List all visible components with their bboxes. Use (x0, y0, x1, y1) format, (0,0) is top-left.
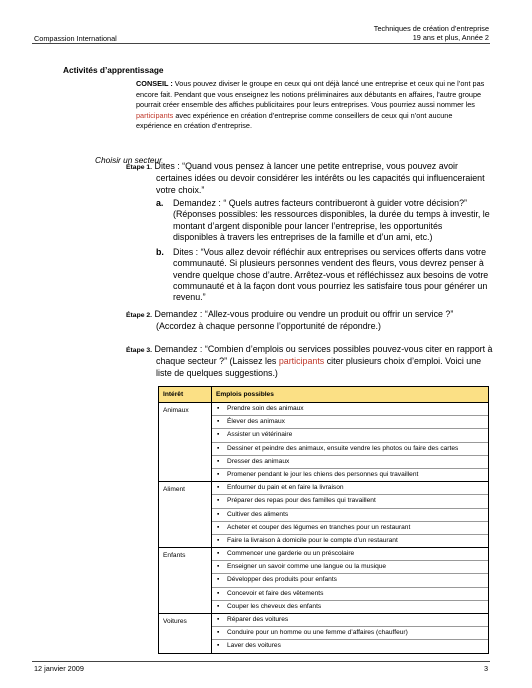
jobs-list (212, 614, 488, 653)
job-text: Dessiner et peindre des animaux, ensuite vendre les photos ou faire des cartes (227, 444, 459, 452)
step-1-line3: votre choix.” (156, 184, 205, 195)
tip-label: CONSEIL : (136, 79, 173, 88)
footer-date: 12 janvier 2009 (34, 664, 84, 673)
table-cell-jobs (212, 548, 489, 614)
table-row (159, 614, 489, 654)
list-item (212, 482, 488, 495)
bullet-icon: ▪ (217, 444, 220, 452)
job-text: Préparer des repas pour des familles qui travaillent (227, 497, 376, 505)
list-item (212, 509, 488, 522)
list-item (212, 574, 488, 587)
step-3 (126, 344, 498, 379)
step-2-line2: (Accordez à chaque personne l’opportunité de répondre.) (156, 321, 381, 332)
bullet-icon: ▪ (217, 629, 220, 637)
list-item (212, 535, 488, 547)
header-org: Compassion International (34, 34, 117, 43)
table-cell-interest: Aliment (159, 482, 212, 548)
list-item (212, 469, 488, 481)
tip-box (136, 79, 488, 132)
table-body (159, 403, 489, 654)
step-1a (156, 198, 501, 243)
table-row (159, 482, 489, 548)
job-text: Enfourner du pain et en faire la livraison (227, 484, 344, 492)
job-text: Élever des animaux (227, 418, 285, 426)
step-1-line2: certaines idées ou devoir considérer les intérêts ou les capacités qui influenceraient (156, 173, 485, 184)
job-text: Prendre soin des animaux (227, 405, 304, 412)
step-2 (126, 309, 496, 333)
footer-page-number: 3 (483, 664, 488, 673)
bullet-icon: ▪ (217, 405, 220, 412)
job-text: Conduire pour un homme ou une femme d’affaires (chauffeur) (227, 629, 408, 637)
job-text: Laver des voitures (227, 642, 281, 650)
step-3-label: Étape 3. (126, 347, 153, 354)
step-1a-line1: Demandez : “ Quels autres facteurs contribueront à guider votre décision?” (173, 198, 468, 208)
table-header-row (159, 387, 489, 403)
step-2-line1: Demandez : “Allez-vous produire ou vendre un produit ou offrir un service ?” (154, 309, 454, 319)
step-3-line3: liste de quelques suggestions.) (156, 367, 278, 378)
jobs-list (212, 403, 488, 481)
table-cell-jobs (212, 403, 489, 482)
step-1-label: Étape 1. (126, 164, 153, 171)
job-text: Acheter et couper des légumes en tranches pour un restaurant (227, 523, 411, 531)
bullet-icon: ▪ (217, 642, 220, 650)
step-1a-line2: (Réponses possibles: les ressources disponibles, la durée du temps à investir, le (173, 209, 490, 220)
jobs-list (212, 482, 488, 547)
step-3-line2-before: chaque secteur ?” (Laissez les (156, 356, 277, 367)
job-text: Concevoir et faire des vêtements (227, 589, 324, 597)
list-item (212, 601, 488, 613)
jobs-table (158, 386, 489, 654)
list-item (212, 561, 488, 574)
jobs-list (212, 548, 488, 613)
step-3-line2-after: citer plusieurs choix d’emploi. Voici une (326, 356, 482, 367)
step-3-highlight: participants (278, 356, 325, 367)
step-2-label: Étape 2. (126, 312, 153, 319)
list-item (212, 456, 488, 469)
job-text: Dresser des animaux (227, 457, 290, 465)
step-1b-line4: communauté et à la façon dont vous pourriez les satisfaire tous pour générer un (173, 280, 488, 291)
bullet-icon: ▪ (217, 431, 220, 439)
job-text: Assister un vétérinaire (227, 431, 293, 439)
table-row (159, 548, 489, 614)
bullet-icon: ▪ (217, 510, 220, 518)
job-text: Couper les cheveux des enfants (227, 602, 322, 610)
footer-rule (32, 661, 490, 662)
header-title-line2: 19 ans et plus, Année 2 (412, 33, 489, 42)
list-item (212, 614, 488, 627)
subtitle: Choisir un secteur (95, 155, 162, 165)
bullet-icon: ▪ (217, 523, 220, 531)
job-text: Commencer une garderie ou un préscolaire (227, 550, 355, 558)
step-1-line1: Dites : “Quand vous pensez à lancer une petite entreprise, vous pouvez avoir (154, 161, 458, 171)
document-header-title (374, 24, 489, 42)
step-1a-line3: montant d’argent disponible pour lancer l’entreprise, les opportunités (173, 220, 443, 231)
bullet-icon: ▪ (217, 602, 220, 610)
table-cell-jobs (212, 482, 489, 548)
job-text: Cultiver des aliments (227, 510, 289, 518)
list-item (212, 416, 488, 429)
list-item (212, 522, 488, 535)
job-text: Réparer des voitures (227, 616, 289, 623)
section-title: Activités d’apprentissage (63, 65, 164, 75)
bullet-icon: ▪ (217, 457, 220, 465)
list-item (212, 495, 488, 508)
step-1a-letter: a. (156, 198, 164, 208)
bullet-icon: ▪ (217, 550, 220, 558)
tip-text-before: Vous pouvez diviser le groupe en ceux qui ont déjà lancé une entreprise et ceux qui ne l’ont pas encore fait. Pendant que vous enseignez les notions préliminaires aux débutants en affaires, l’autre groupe pourrait créer ensemble des affiches publicitaires pour leurs entreprises. Vous pourriez aussi nommer les (136, 79, 485, 110)
step-1b-letter: b. (156, 247, 164, 257)
list-item (212, 403, 488, 416)
table-row (159, 403, 489, 482)
step-1b (156, 247, 501, 303)
job-text: Enseigner un savoir comme une langue ou la musique (227, 563, 387, 571)
list-item (212, 429, 488, 442)
table-cell-interest: Animaux (159, 403, 212, 482)
list-item (212, 627, 488, 640)
job-text: Faire la livraison à domicile pour le compte d’un restaurant (227, 536, 398, 544)
table-header-jobs: Emplois possibles (212, 387, 489, 403)
job-text: Développer des produits pour enfants (227, 576, 337, 584)
header-rule (32, 43, 490, 44)
step-1b-line2: communauté. Si plusieurs personnes vendent des fleurs, vous devrez penser à (173, 258, 484, 269)
job-text: Promener pendant le jour les chiens des personnes qui travaillent (227, 470, 419, 478)
list-item (212, 588, 488, 601)
step-1b-line5: revenu.” (173, 292, 206, 303)
bullet-icon: ▪ (217, 470, 220, 478)
step-1b-line1: Dites : “Vous allez devoir réfléchir aux entreprises ou services offerts dans votre (173, 247, 487, 257)
list-item (212, 548, 488, 561)
tip-text-after: avec expérience en création d’entreprise comme conseillers de ceux qui n’ont aucune expérience en création d’entreprise. (136, 110, 453, 131)
header-title-line1: Techniques de création d’entreprise (373, 24, 489, 33)
bullet-icon: ▪ (217, 616, 220, 623)
bullet-icon: ▪ (217, 497, 220, 505)
table-header-interest: Intérêt (159, 387, 212, 403)
step-1b-line3: vendre quelque chose d’autre. Arrêtez-vous et réfléchissez aux besoins de votre (173, 269, 489, 280)
table-cell-jobs (212, 614, 489, 654)
bullet-icon: ▪ (217, 484, 220, 492)
bullet-icon: ▪ (217, 576, 220, 584)
table-cell-interest: Enfants (159, 548, 212, 614)
bullet-icon: ▪ (217, 536, 220, 544)
bullet-icon: ▪ (217, 563, 220, 571)
table-cell-interest: Voitures (159, 614, 212, 654)
list-item (212, 443, 488, 456)
bullet-icon: ▪ (217, 418, 220, 426)
step-3-line1: Demandez : “Combien d’emplois ou services possibles pouvez-vous citer en rapport à (154, 344, 493, 354)
step-1 (126, 161, 496, 196)
bullet-icon: ▪ (217, 589, 220, 597)
step-1a-line4: disponibles à travers les entreprises de la famille et d’un ami, etc.) (173, 231, 433, 242)
list-item (212, 640, 488, 652)
tip-highlight: participants (136, 110, 174, 120)
